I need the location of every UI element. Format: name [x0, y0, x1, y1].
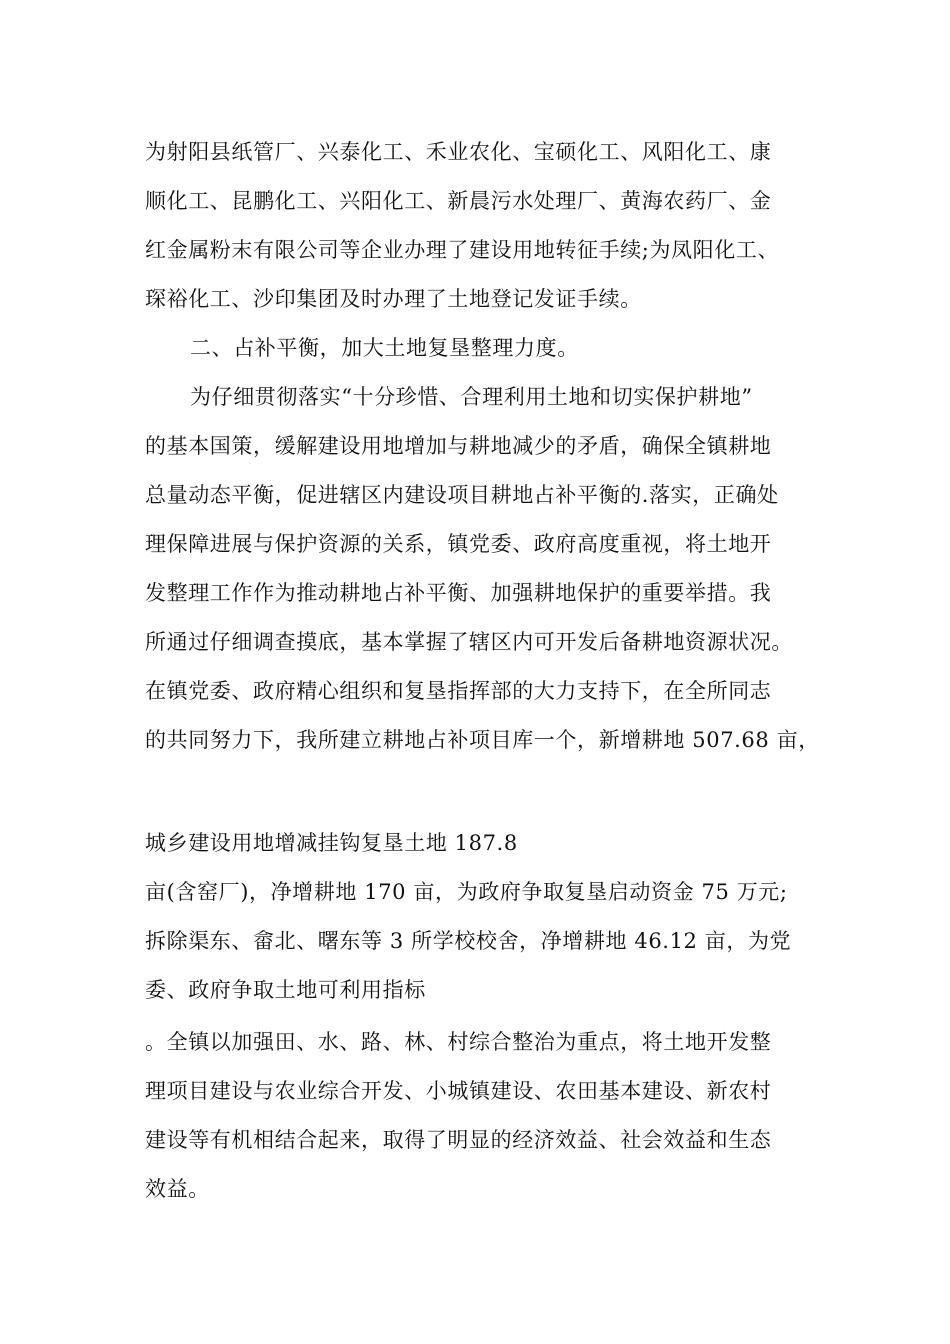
paragraph-line: 的共同努力下，我所建立耕地占补项目库一个，新增耕地 507.68 亩，: [145, 728, 820, 752]
paragraph-line: 效益。: [145, 1177, 210, 1201]
paragraph-line: 城乡建设用地增减挂钩复垦土地 187.8: [145, 831, 518, 855]
paragraph-line: 理项目建设与农业综合开发、小城镇建设、农田基本建设、新农村: [145, 1079, 772, 1103]
paragraph-line: 所通过仔细调查摸底，基本掌握了辖区内可开发后备耕地资源状况。: [145, 630, 793, 654]
section-heading: 二、占补平衡，加大土地复垦整理力度。: [190, 336, 579, 360]
paragraph-line: 亩(含窑厂)，净增耕地 170 亩，为政府争取复垦启动资金 75 万元;: [145, 880, 788, 904]
paragraph-line: 为射阳县纸管厂、兴泰化工、禾业农化、宝硕化工、风阳化工、康: [145, 140, 772, 164]
paragraph-line: 。全镇以加强田、水、路、林、村综合整治为重点，将土地开发整: [145, 1030, 772, 1054]
paragraph-line: 总量动态平衡，促进辖区内建设项目耕地占补平衡的.落实，正确处: [145, 483, 779, 507]
paragraph-line: 琛裕化工、沙印集团及时办理了土地登记发证手续。: [145, 287, 642, 311]
paragraph-line: 委、政府争取土地可利用指标: [145, 978, 426, 1002]
paragraph-line: 拆除渠东、畲北、曙东等 3 所学校校舍，净增耕地 46.12 亩，为党: [145, 929, 792, 953]
paragraph-line: 建设等有机相结合起来，取得了明显的经济效益、社会效益和生态: [145, 1128, 772, 1152]
paragraph-line: 为仔细贯彻落实“十分珍惜、合理利用土地和切实保护耕地”: [190, 385, 753, 409]
paragraph-line: 红金属粉末有限公司等企业办理了建设用地转征手续;为凤阳化工、: [145, 238, 780, 262]
paragraph-line: 顺化工、昆鹏化工、兴阳化工、新晨污水处理厂、黄海农药厂、金: [145, 189, 772, 213]
paragraph-line: 理保障进展与保护资源的关系，镇党委、政府高度重视，将土地开: [145, 532, 772, 556]
paragraph-line: 的基本国策，缓解建设用地增加与耕地减少的矛盾，确保全镇耕地: [145, 434, 772, 458]
paragraph-line: 在镇党委、政府精心组织和复垦指挥部的大力支持下，在全所同志: [145, 679, 772, 703]
paragraph-line: 发整理工作作为推动耕地占补平衡、加强耕地保护的重要举措。我: [145, 581, 772, 605]
